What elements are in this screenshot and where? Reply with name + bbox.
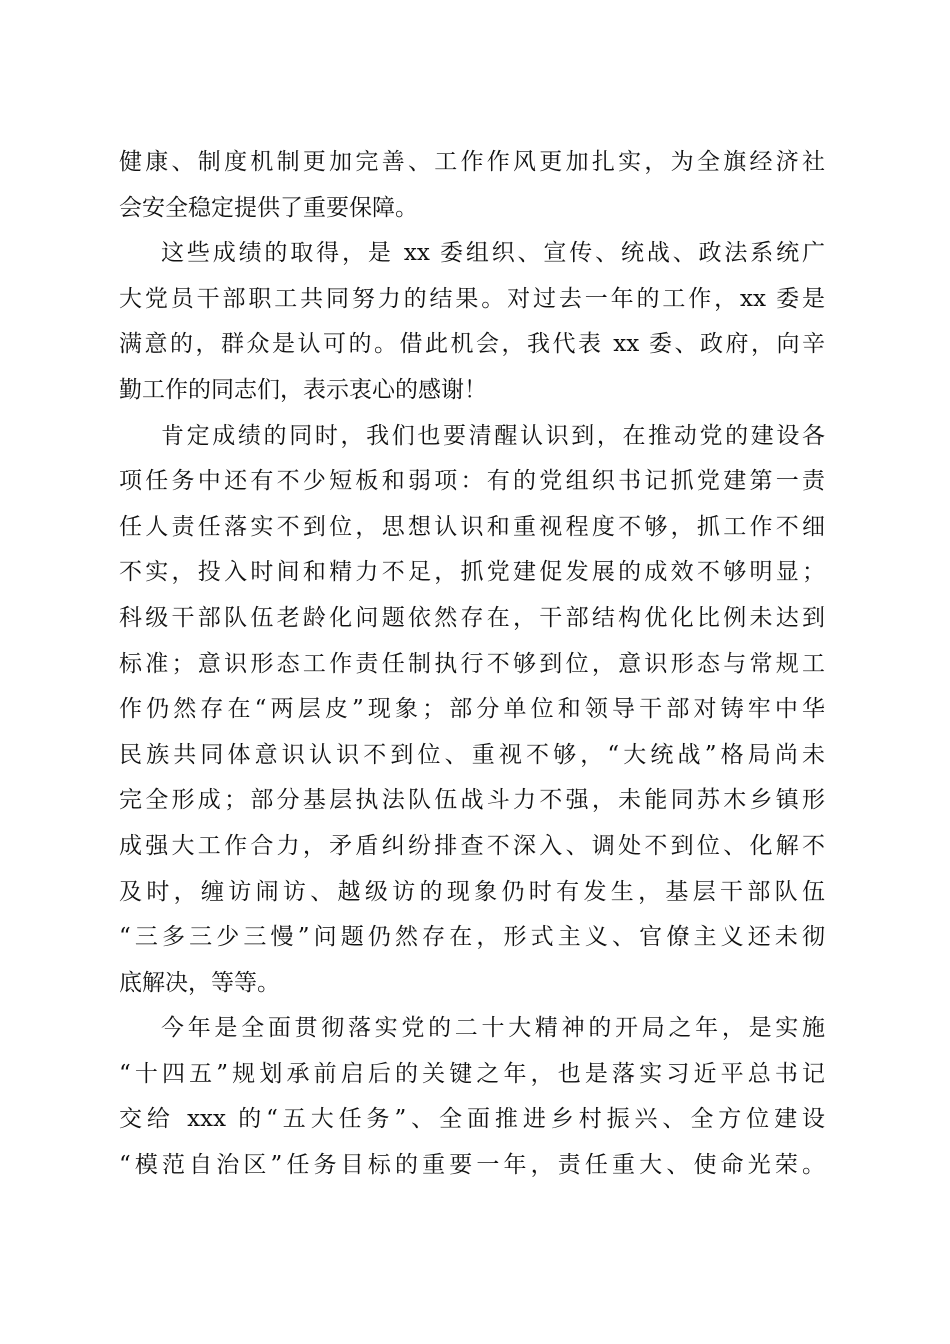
- text-line: 会安全稳定提供了重要保障。: [119, 194, 418, 221]
- text-line: “十四五”规划承前启后的关键之年，也是落实习近平总书记: [119, 1060, 825, 1087]
- text-line: 成强大工作合力，矛盾纠纷排查不深入、调处不到位、化解不: [119, 832, 825, 859]
- text-line: 项任务中还有不少短板和弱项：有的党组织书记抓党建第一责: [119, 468, 825, 495]
- text-line: 今年是全面贯彻落实党的二十大精神的开局之年，是实施: [161, 1015, 825, 1042]
- text-line: 这些成绩的取得，是 xx 委组织、宣传、统战、政法系统广: [161, 240, 825, 267]
- text-line: 完全形成；部分基层执法队伍战斗力不强，未能同苏木乡镇形: [119, 787, 825, 814]
- text-line: “三多三少三慢”问题仍然存在，形式主义、官僚主义还未彻: [119, 924, 825, 951]
- text-line: 交给 xxx 的“五大任务”、全面推进乡村振兴、全方位建设: [119, 1106, 825, 1133]
- text-line: “模范自治区”任务目标的重要一年，责任重大、使命光荣。: [119, 1152, 825, 1179]
- body-text: [119, 140, 825, 1189]
- text-line: 大党员干部职工共同努力的结果。对过去一年的工作，xx 委是: [119, 285, 825, 312]
- text-line: 满意的，群众是认可的。借此机会，我代表 xx 委、政府，向辛: [119, 331, 825, 358]
- text-line: 勤工作的同志们，表示衷心的感谢！: [119, 376, 487, 403]
- text-line: 民族共同体意识认识不到位、重视不够，“大统战”格局尚未: [119, 741, 825, 768]
- text-line: 及时，缠访闹访、越级访的现象仍时有发生，基层干部队伍: [119, 878, 825, 905]
- text-line: 标准；意识形态工作责任制执行不够到位，意识形态与常规工: [119, 650, 825, 677]
- text-line: 健康、制度机制更加完善、工作作风更加扎实，为全旗经济社: [119, 149, 825, 175]
- text-line: 不实，投入时间和精力不足，抓党建促发展的成效不够明显；: [119, 559, 825, 586]
- text-line: 肯定成绩的同时，我们也要清醒认识到，在推动党的建设各: [161, 422, 825, 449]
- text-line: 任人责任落实不到位，思想认识和重视程度不够，抓工作不细: [119, 513, 825, 540]
- text-line: 科级干部队伍老龄化问题依然存在，干部结构优化比例未达到: [119, 604, 825, 631]
- text-line: 作仍然存在“两层皮”现象；部分单位和领导干部对铸牢中华: [119, 696, 825, 723]
- text-line: 底解决，等等。: [119, 969, 280, 996]
